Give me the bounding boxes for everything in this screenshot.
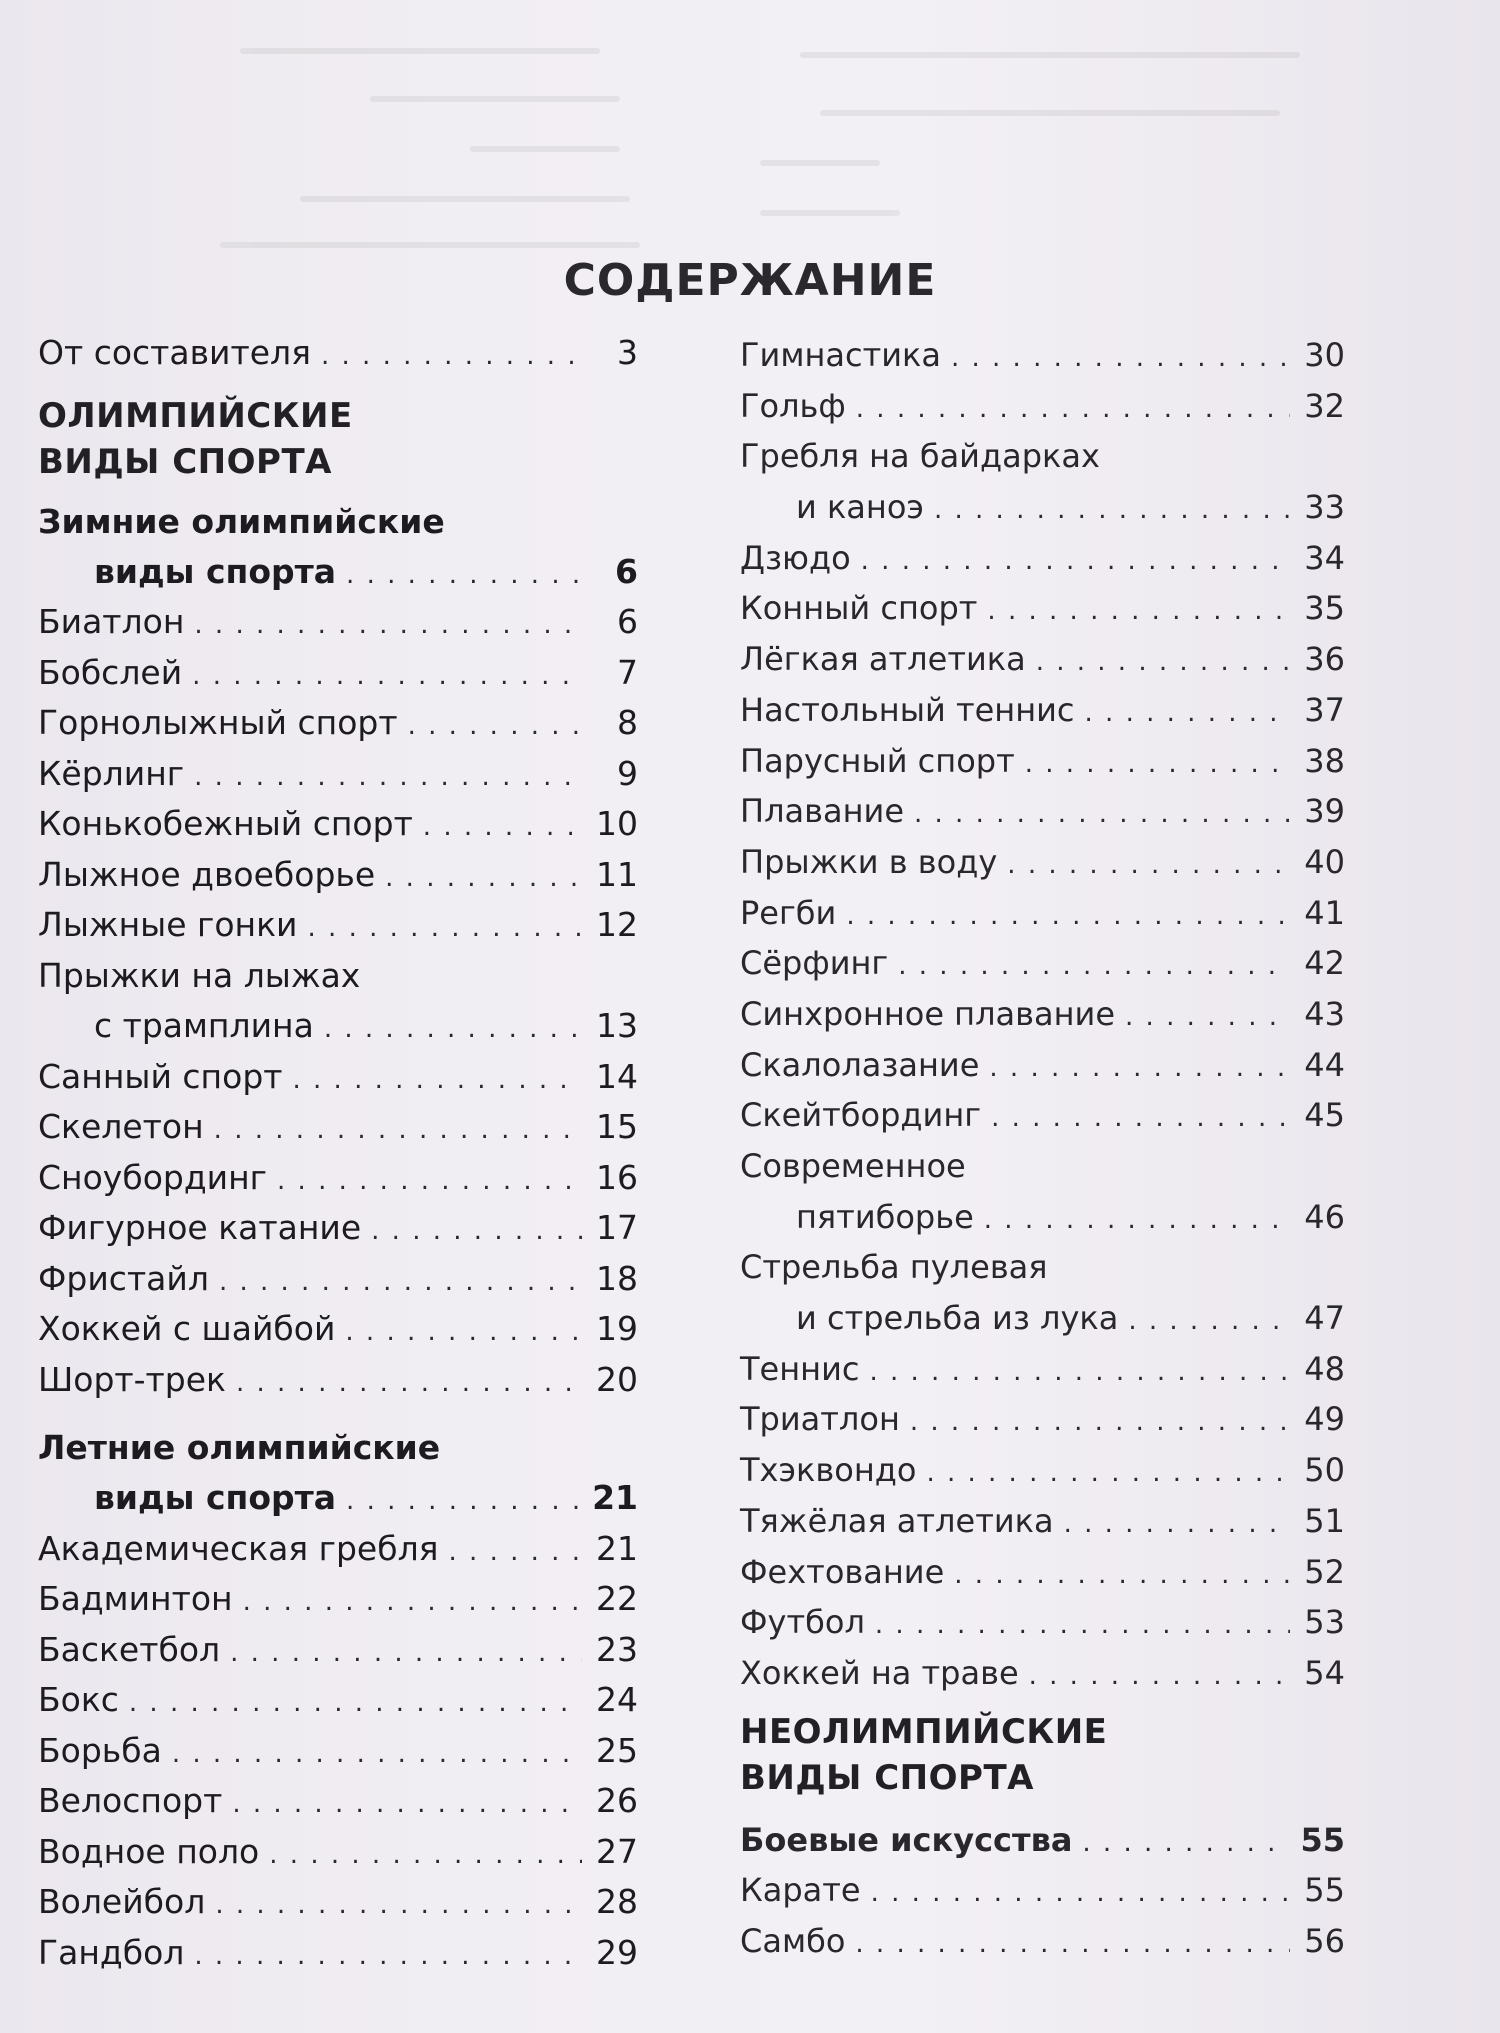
toc-entry[interactable] [38,1304,638,1355]
toc-entry[interactable] [740,989,1345,1040]
toc-entry-page: 6 [615,551,638,591]
toc-entry-label: Кёрлинг [38,753,185,793]
toc-entry-page: 8 [617,703,638,742]
page-title: СОДЕРЖАНИЕ [563,255,937,306]
toc-entry-label: Гольф [740,386,846,425]
leader-dots [219,1257,582,1308]
toc-entry-line[interactable] [740,1242,1345,1293]
toc-entry[interactable] [38,1726,638,1777]
toc-entry-label: Борьба [38,1730,162,1770]
leader-dots [277,1156,582,1207]
toc-entry-label: Теннис [740,1349,860,1388]
toc-entry-label: Футбол [740,1603,865,1642]
leader-dots [194,1931,582,1982]
toc-entry-intro[interactable] [38,328,638,379]
toc-entry-label: Конный спорт [740,589,978,628]
leader-dots [954,1550,1290,1601]
toc-entry-label: Биатлон [38,602,185,641]
toc-entry-page: 24 [596,1680,638,1719]
toc-entry[interactable] [740,1916,1345,1967]
toc-entry-label: Триатлон [740,1400,900,1439]
leader-dots [871,1868,1291,1919]
toc-entry[interactable] [740,634,1345,685]
toc-entry-page: 17 [596,1208,638,1247]
toc-entry-page: 10 [596,804,638,843]
leader-dots [856,384,1291,435]
toc-entry-page: 7 [617,652,638,692]
leader-dots [855,1919,1290,1970]
toc-entry-label: Шорт-трек [38,1359,226,1399]
section-heading-line: НЕОЛИМПИЙСКИЕ [740,1711,1108,1752]
toc-entry-page: 39 [1304,792,1345,831]
leader-dots [192,651,584,702]
toc-entry-page: 12 [596,905,638,944]
leader-dots [846,891,1290,942]
leader-dots [869,1347,1290,1398]
toc-entry-label: Лыжное двоеборье [38,854,376,894]
toc-entry[interactable] [740,1192,1345,1243]
toc-entry-page: 19 [596,1309,638,1348]
toc-entry-page: 21 [592,1478,638,1517]
toc-entry-page: 55 [1304,1871,1345,1910]
toc-entry-page: 11 [596,854,638,894]
toc-entry[interactable] [38,698,638,749]
leader-dots [991,1093,1290,1144]
section-heading-olympic [38,393,638,485]
toc-entry-page: 52 [1304,1552,1345,1591]
leader-dots [194,600,584,651]
toc-entry-page: 37 [1304,690,1345,729]
toc-entry[interactable] [38,1574,638,1625]
toc-entry-page: 34 [1304,538,1345,577]
toc-entry-label: Фехтование [740,1552,945,1591]
toc-entry-label: Баскетбол [38,1629,221,1669]
subsection-heading-line: Зимние олимпийские [38,501,445,541]
toc-entry-page: 30 [1304,336,1345,374]
toc-entry-page: 26 [596,1781,638,1820]
toc-entry-label: От составителя [38,333,311,372]
leader-dots [423,802,582,853]
toc-entry-label: Бокс [38,1680,119,1719]
toc-entry-page: 33 [1304,488,1345,527]
toc-entry-label: Лыжные гонки [38,905,298,944]
toc-entry-page: 53 [1304,1603,1345,1642]
toc-entry[interactable] [38,1203,638,1254]
leader-dots [321,331,584,382]
toc-entry-label: Парусный спорт [740,741,1015,780]
leader-dots [987,586,1290,637]
toc-entry[interactable] [38,597,638,648]
toc-left-column [38,328,638,1978]
toc-entry[interactable] [740,1090,1345,1141]
toc-entry-line[interactable] [38,951,638,1002]
leader-dots [269,1830,582,1881]
toc-entry[interactable] [38,1052,638,1103]
leader-dots [861,536,1291,587]
section-heading-line: ВИДЫ СПОРТА [740,1757,1034,1798]
toc-entry-label: Тяжёлая атлетика [740,1501,1054,1540]
toc-entry-page: 15 [596,1107,638,1146]
toc-entry-page: 16 [596,1157,638,1197]
toc-entry[interactable] [38,1675,638,1726]
section-heading-line: ОЛИМПИЙСКИЕ [38,395,353,436]
toc-entry-page: 43 [1304,994,1345,1033]
toc-entry-label: и стрельба из лука [796,1299,1119,1338]
leader-dots [984,1195,1291,1246]
toc-entry-line[interactable] [740,1141,1345,1192]
leader-dots [345,1307,582,1358]
leader-dots [898,941,1290,992]
toc-entry-label: Стрельба пулевая [740,1248,1048,1287]
toc-entry[interactable] [38,1355,638,1406]
toc-entry-page: 45 [1304,1096,1345,1135]
leader-dots [385,853,582,904]
toc-entry[interactable] [740,888,1345,939]
toc-entry[interactable] [740,583,1345,634]
toc-entry[interactable] [740,1040,1345,1091]
toc-entry-page: 46 [1304,1197,1345,1236]
toc-entry-summer-heading[interactable] [38,1473,638,1524]
toc-entry-label: Регби [740,893,837,932]
toc-entry-line[interactable] [740,431,1345,482]
toc-entry-page: 27 [596,1831,638,1871]
leader-dots [215,1880,582,1931]
toc-entry-page: 38 [1304,741,1345,780]
toc-entry-label: Горнолыжный спорт [38,703,398,742]
leader-dots [934,485,1290,536]
leader-dots [449,1527,582,1578]
toc-entry-page: 14 [596,1056,638,1096]
leader-dots [1128,1296,1290,1347]
toc-entry-page: 22 [596,1579,638,1618]
toc-entry-label: Скелетон [38,1107,204,1146]
leader-dots [408,701,584,752]
toc-entry[interactable] [740,1597,1345,1648]
leader-dots [293,1055,583,1106]
leader-dots [129,1678,582,1729]
toc-entry[interactable] [38,1877,638,1928]
toc-entry-page: 6 [617,602,638,641]
section-heading-line: ВИДЫ СПОРТА [38,441,332,482]
toc-entry[interactable] [38,1625,638,1676]
toc-entry-label: Тхэквондо [740,1451,917,1490]
toc-entry[interactable] [740,1865,1345,1916]
toc-entry-page: 18 [596,1258,638,1298]
toc-entry-label: Синхронное плавание [740,994,1116,1033]
toc-entry-page: 28 [596,1882,638,1921]
toc-entry-label: Лёгкая атлетика [740,640,1026,679]
toc-entry[interactable] [740,381,1345,432]
toc-entry[interactable] [740,482,1345,533]
toc-entry[interactable] [38,1254,638,1305]
toc-entry-label: Гребля на байдарках [740,437,1100,476]
toc-entry[interactable] [38,799,638,850]
subsection-heading-summer [38,1423,638,1473]
toc-entry-label: с трамплина [94,1006,314,1045]
toc-entry-page: 54 [1304,1653,1345,1692]
toc-entry[interactable] [740,533,1345,584]
leader-dots [232,1779,582,1830]
toc-entry[interactable] [38,1827,638,1878]
toc-entry[interactable] [38,648,638,699]
toc-entry-label: Прыжки на лыжах [38,955,361,995]
toc-entry-label: Велоспорт [38,1781,223,1820]
toc-entry[interactable] [38,1524,638,1575]
toc-entry-martial-arts[interactable] [740,1815,1345,1866]
toc-entry-label: Современное [740,1147,966,1185]
toc-entry[interactable] [38,1928,638,1979]
toc-entry-page: 9 [617,753,638,793]
toc-entry[interactable] [38,1001,638,1052]
leader-dots [371,1206,582,1257]
toc-entry-label: Дзюдо [740,538,851,577]
toc-entry[interactable] [38,900,638,951]
toc-entry-page: 44 [1304,1045,1345,1084]
toc-entry-page: 42 [1304,944,1345,983]
toc-entry-page: 49 [1304,1400,1345,1439]
toc-entry-page: 25 [596,1730,638,1770]
leader-dots [914,789,1290,840]
toc-entry[interactable] [38,1776,638,1827]
toc-entry-label: Санный спорт [38,1056,283,1096]
leader-dots [1085,688,1291,739]
toc-entry-page: 36 [1304,640,1345,679]
toc-entry[interactable] [740,736,1345,787]
toc-entry-page: 40 [1304,842,1345,881]
toc-entry-label: Сноубординг [38,1157,268,1197]
leader-dots [308,903,582,954]
toc-entry[interactable] [740,1547,1345,1598]
toc-entry-label: Скейтбординг [740,1096,982,1135]
toc-entry-page: 20 [596,1359,638,1399]
toc-entry-page: 50 [1304,1451,1345,1490]
leader-dots [346,550,584,601]
leader-dots [1125,992,1290,1043]
leader-dots [194,752,584,803]
toc-entry-label: Конькобежный спорт [38,804,413,843]
leader-dots [1036,637,1291,688]
toc-entry-page: 51 [1304,1501,1345,1540]
toc-entry-label: пятиборье [796,1197,974,1236]
toc-entry-winter-heading[interactable] [38,547,638,598]
leader-dots [1082,1818,1286,1869]
toc-entry[interactable] [740,1445,1345,1496]
toc-entry-label: виды спорта [94,551,337,591]
toc-entry-label: Фигурное катание [38,1208,362,1247]
toc-entry-label: Карате [740,1871,861,1910]
toc-entry-page: 41 [1304,893,1345,932]
toc-entry-label: Хоккей на траве [740,1653,1019,1692]
subsection-heading-winter [38,497,638,547]
toc-entry[interactable] [38,1153,638,1204]
toc-entry-label: Скалолазание [740,1045,980,1084]
leader-dots [172,1729,582,1780]
toc-entry-page: 35 [1304,589,1345,628]
leader-dots [951,333,1290,384]
toc-entry-label: Фристайл [38,1258,209,1298]
leader-dots [875,1600,1290,1651]
leader-dots [989,1043,1290,1094]
leader-dots [910,1397,1290,1448]
toc-entry-label: Хоккей с шайбой [38,1309,336,1348]
leader-dots [243,1577,582,1628]
toc-entry-page: 13 [596,1006,638,1045]
toc-entry[interactable] [740,786,1345,837]
toc-entry-page: 55 [1300,1820,1345,1859]
subsection-heading-line: Летние олимпийские [38,1428,441,1467]
toc-entry-label: Бобслей [38,652,183,692]
toc-entry-page: 48 [1304,1349,1345,1388]
toc-entry-page: 56 [1304,1921,1345,1960]
leader-dots [214,1105,582,1156]
toc-entry-label: Гимнастика [740,336,941,374]
toc-entry-page: 47 [1304,1299,1345,1338]
toc-entry[interactable] [740,1648,1345,1699]
toc-entry-label: Академическая гребля [38,1528,439,1568]
toc-entry[interactable] [740,1496,1345,1547]
toc-entry-label: Сёрфинг [740,944,889,983]
leader-dots [1029,1651,1291,1702]
toc-entry-label: Бадминтон [38,1579,233,1618]
toc-entry-label: Гандбол [38,1932,185,1972]
toc-entry-label: Волейбол [38,1882,206,1921]
leader-dots [324,1004,582,1055]
toc-entry[interactable] [740,1394,1345,1445]
toc-entry[interactable] [38,749,638,800]
toc-entry-label: Настольный теннис [740,690,1075,729]
leader-dots [236,1358,582,1409]
toc-entry-label: Водное поло [38,1831,260,1871]
toc-right-column [740,330,1345,1967]
section-heading-nonolympic [740,1709,1345,1801]
toc-entry-page: 29 [596,1932,638,1972]
leader-dots [1007,840,1290,891]
toc-entry-label: Самбо [740,1921,846,1960]
toc-entry[interactable] [740,837,1345,888]
toc-entry-page: 32 [1304,386,1345,425]
toc-entry-page: 3 [617,333,638,372]
leader-dots [1064,1499,1291,1550]
leader-dots [1025,739,1291,790]
toc-entry-page: 21 [596,1528,638,1568]
toc-entry[interactable] [740,685,1345,736]
toc-entry[interactable] [38,1102,638,1153]
toc-entry-label: Боевые искусства [740,1820,1073,1859]
toc-entry-label: Плавание [740,792,904,831]
toc-entry[interactable] [740,938,1345,989]
leader-dots [346,1476,578,1527]
toc-entry[interactable] [740,330,1345,381]
toc-entry-page: 23 [596,1629,638,1669]
toc-entry-label: виды спорта [94,1478,337,1517]
toc-entry[interactable] [38,850,638,901]
toc-entry-label: Прыжки в воду [740,842,998,881]
toc-entry[interactable] [740,1344,1345,1395]
toc-entry-label: и каноэ [796,488,924,527]
leader-dots [926,1448,1290,1499]
toc-entry[interactable] [740,1293,1345,1344]
leader-dots [230,1628,582,1679]
